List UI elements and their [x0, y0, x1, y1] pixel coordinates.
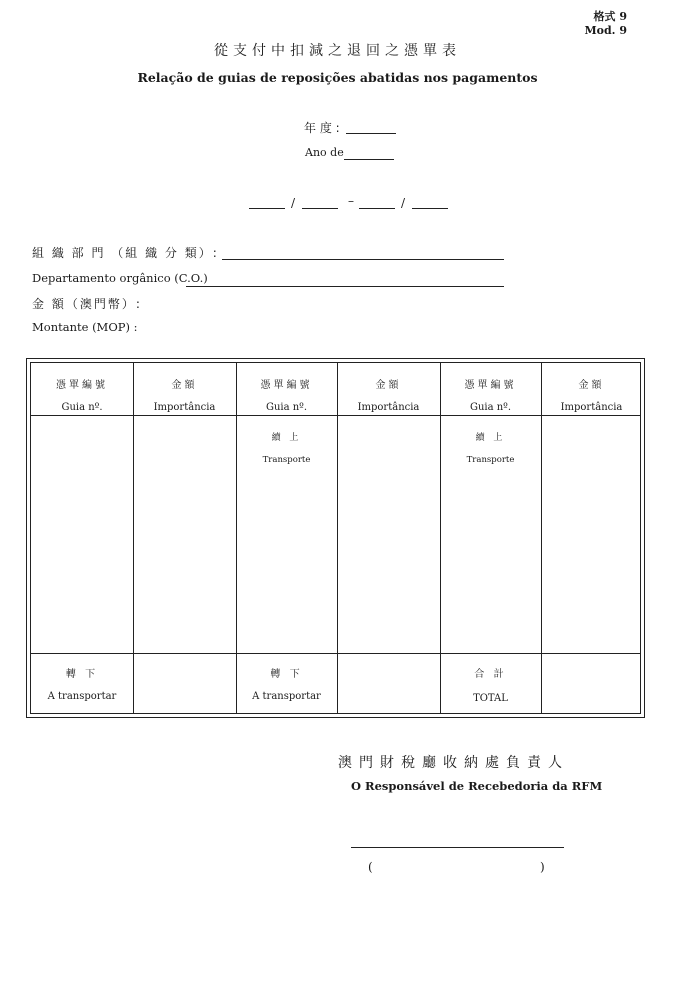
amount-label-zh: 金 額（澳門幣）: [32, 297, 142, 311]
form-code-pt: Mod. 9 [584, 24, 627, 37]
header-importancia-pt-2: Importância [357, 402, 420, 413]
transport-out-pt-1: A transportar [47, 691, 117, 702]
date-to-month-line[interactable] [412, 208, 448, 209]
paren-open: ( [368, 860, 373, 874]
amount-label-pt: Montante (MOP) : [32, 320, 138, 334]
header-importancia-zh-1: 金額 [171, 380, 198, 391]
header-importancia-zh-3: 金額 [578, 380, 605, 391]
header-guia-zh-2: 憑單編號 [260, 380, 313, 391]
total-label-zh: 合 計 [474, 669, 507, 680]
header-guia-zh-1: 憑單編號 [56, 380, 108, 391]
guia-entry-col-3[interactable] [441, 473, 541, 653]
transport-out-zh-2: 轉 下 [270, 669, 303, 680]
dept-pt-line[interactable] [186, 286, 504, 287]
date-to-day-line[interactable] [359, 208, 395, 209]
year-pt-line[interactable] [344, 159, 394, 160]
date-sep-2: / [401, 196, 406, 210]
date-dash: – [348, 194, 354, 208]
transport-out-zh-1: 轉 下 [65, 669, 99, 680]
guia-entry-col-1[interactable] [31, 416, 133, 653]
signature-line[interactable] [351, 847, 564, 848]
dept-label-pt: Departamento orgânico (C.O.) [32, 271, 208, 285]
guias-table [30, 362, 641, 714]
header-guia-pt-2: Guia nº. [265, 402, 308, 413]
transport-in-zh-1: 續 上 [271, 433, 302, 443]
signatory-name-field[interactable] [378, 856, 538, 878]
date-from-month-line[interactable] [302, 208, 338, 209]
date-from-day-line[interactable] [249, 208, 285, 209]
importancia-entry-col-1[interactable] [134, 416, 236, 653]
dept-label-zh: 組 織 部 門 （組 織 分 類）: [32, 246, 219, 260]
transport-out-amount-2[interactable] [338, 654, 440, 714]
total-label-pt: TOTAL [473, 693, 508, 704]
year-zh-line[interactable] [346, 133, 396, 134]
header-guia-pt-1: Guia nº. [61, 402, 103, 413]
signature-title-pt: O Responsável de Recebedoria da RFM [351, 779, 603, 793]
transport-in-pt-2: Transporte [466, 455, 515, 465]
date-sep-1: / [291, 196, 296, 210]
importancia-entry-col-2[interactable] [338, 416, 440, 653]
transport-in-zh-2: 續 上 [475, 433, 506, 443]
paren-close: ) [540, 860, 545, 874]
total-amount[interactable] [542, 654, 642, 714]
header-importancia-pt-1: Importância [153, 402, 216, 413]
transport-in-pt-1: Transporte [262, 455, 311, 465]
signature-title-zh: 澳門財稅廳收納處負責人 [338, 755, 569, 771]
year-label-pt: Ano de [305, 146, 344, 159]
year-label-zh: 年 度 : [304, 121, 340, 135]
importancia-entry-col-3[interactable] [542, 416, 642, 653]
guias-table-frame [26, 358, 645, 718]
dept-zh-line[interactable] [222, 259, 504, 260]
form-code-zh: 格式 9 [593, 10, 627, 23]
header-importancia-pt-3: Importância [560, 402, 623, 413]
transport-out-amount-1[interactable] [134, 654, 236, 714]
title-pt: Relação de guias de reposições abatidas nos pagamentos [137, 70, 538, 85]
guia-entry-col-2[interactable] [237, 473, 337, 653]
header-guia-pt-3: Guia nº. [469, 402, 512, 413]
transport-out-pt-2: A transportar [252, 691, 321, 702]
title-zh: 從支付中扣減之退回之憑單表 [214, 43, 461, 59]
header-guia-zh-3: 憑單編號 [464, 380, 517, 391]
header-importancia-zh-2: 金額 [375, 380, 402, 391]
